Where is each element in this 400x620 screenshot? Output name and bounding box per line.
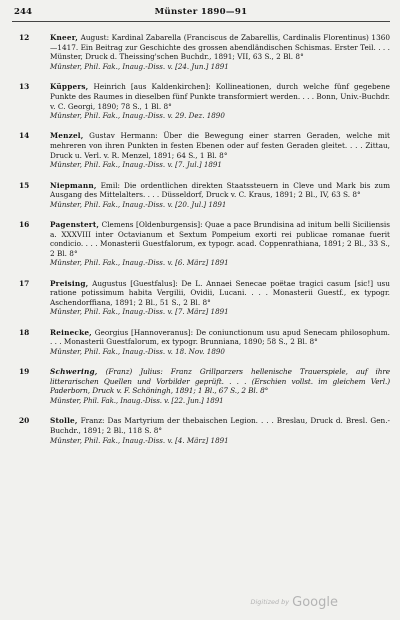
entry-body — [50, 33, 390, 71]
entry-body — [50, 279, 390, 317]
page-header — [12, 7, 390, 22]
entry-body — [50, 220, 390, 267]
entry-text: Georgius [Hannoveranus]: De coniunctionum usu apud Senecam philosophum. . . . Monasterii Guestfalorum, ex typogr. Brunniana, 1890; 58 S., 2 Bl. 8° — [50, 327, 391, 347]
entry-number: 13 — [19, 82, 30, 92]
catalog-entry — [12, 131, 390, 169]
entry-body — [50, 181, 390, 209]
entry-number: 14 — [19, 131, 30, 141]
catalog-entry — [12, 416, 390, 444]
entry-author: Pagenstert, — [50, 220, 100, 230]
entry-dissertation-note: Münster, Phil. Fak., Inaug.-Diss. v. [6. März] 1891 — [50, 258, 229, 268]
entry-author: Küppers, — [50, 82, 89, 92]
entry-body — [50, 416, 390, 444]
entry-author: Preising, — [50, 278, 89, 288]
entry-dissertation-note: Münster, Phil. Fak., Inaug.-Diss. v. 29. Dez. 1890 — [50, 111, 225, 121]
entry-author: Schwering, — [50, 367, 98, 377]
entry-dissertation-note: Münster, Phil. Fak., Inaug.-Diss. v. [7. Jul.] 1891 — [50, 160, 222, 170]
catalog-entry — [12, 328, 390, 356]
entry-body — [50, 367, 390, 405]
entry-text: August: Kardinal Zabarella (Franciscus de Zabarellis, Cardinalis Florentinus) 1360—1417. Ein Beitrag zur Geschichte des grossen abendländischen Schismas. Erster Teil. . . . Münster, Druck d. Theissing'schen Buchdr., 1891; VII, 63 S., 2 Bl. 8° — [50, 33, 390, 62]
entry-number: 16 — [19, 220, 30, 230]
entry-text: Emil: Die ordentlichen direkten Staatssteuern in Cleve und Mark bis zum Ausgang des Mittelalters. . . . Düsseldorf, Druck v. C. Kraus, 1891; 2 Bl., IV, 63 S. 8° — [50, 180, 390, 200]
entry-text: Gustav Hermann: Über die Bewegung einer starren Geraden, welche mit mehreren von ihren Punkten in festen Ebenen oder auf festen Geraden gleitet. . . . Zittau, Druck u. Verl. v. R. Menzel, 1891; 64 S., 1 Bl. 8° — [50, 131, 390, 160]
entry-author: Menzel, — [50, 131, 84, 141]
entry-author: Kneer, — [50, 33, 78, 43]
entry-dissertation-note: Münster, Phil. Fak., Inaug.-Diss. v. 18. Nov. 1890 — [50, 346, 225, 356]
entry-text: Franz: Das Martyrium der thebaischen Legion. . . . Breslau, Druck d. Bresl. Gen.-Buchdr., 1891; 2 Bl., 118 S. 8° — [50, 416, 390, 435]
entry-body — [50, 82, 390, 120]
entry-author: Niepmann, — [50, 180, 97, 190]
catalog-entry — [12, 181, 390, 209]
entry-text: Augustus [Guestfalus]: De L. Annaei Senecae poëtae tragici casum [sic!] usu ratione potissimum habita Vergilii, Ovidii, Lucani. . . . Monasterii Guestf., ex typogr. Aschendorffiana, 1891; 2 Bl., 51 S., 2 Bl. 8° — [50, 278, 390, 307]
catalog-entry — [12, 279, 390, 317]
entry-body — [50, 328, 390, 356]
entry-number: 19 — [19, 367, 30, 377]
page-number: 244 — [14, 7, 32, 17]
entry-body — [50, 131, 390, 169]
catalog-entry — [12, 33, 390, 71]
entry-dissertation-note: Münster, Phil. Fak., Inaug.-Diss. v. [7. März] 1891 — [50, 307, 229, 317]
entry-text: (Franz) Julius: Franz Grillparzers hellenische Trauerspiele, auf ihre litterarischen Quellen und Vorbilder geprüft. . . . (Erschien vollst. im gleichem Verl.) Paderborn, Druck v. F. Schöningh, 1891; 1 Bl., 67 S., 2 Bl. 8° — [50, 367, 390, 396]
entry-dissertation-note: Münster, Phil. Fak., Inaug.-Diss. v. [4. März] 1891 — [50, 435, 229, 445]
entry-number: 15 — [19, 180, 30, 190]
running-title: Münster 1890—91 — [154, 7, 248, 17]
entry-author: Reinecke, — [50, 327, 92, 337]
google-logo: Google — [292, 595, 338, 610]
catalog-entry — [12, 220, 390, 267]
entry-text: Clemens [Oldenburgensis]: Quae a pace Brundisina ad initum belli Siciliensis a. XXXVIII inter Octavianum et Sextum Pompeium exorti rei publicae romanae fuerit condicio. . . . Monasterii Guestfalorum, ex typogr. acad. Coppenrathiana, 1891; 2 Bl., 33 S., 2 Bl. 8° — [50, 220, 390, 258]
entry-number: 20 — [19, 416, 30, 426]
entry-number: 18 — [19, 327, 30, 337]
catalog-entry — [12, 82, 390, 120]
entry-dissertation-note: Münster, Phil. Fak., Inaug.-Diss. v. [20. Jul.] 1891 — [50, 199, 227, 209]
watermark-caption: Digitized by — [250, 598, 290, 606]
entry-text: Heinrich [aus Kaldenkirchen]: Kollineationen, durch welche fünf gegebene Punkte des Raumes in dieselben fünf Punkte transformiert werden. . . . Bonn, Univ.-Buchdr. v. C. Georgi, 1890; 78 S., 1 Bl. 8° — [50, 82, 390, 111]
entry-author: Stolle, — [50, 416, 78, 426]
entry-number: 17 — [19, 278, 30, 288]
digitized-watermark — [250, 591, 338, 610]
entry-dissertation-note: Münster, Phil. Fak., Inaug.-Diss. v. [24. Jun.] 1891 — [50, 62, 229, 72]
entry-number: 12 — [19, 33, 30, 43]
entry-dissertation-note: Münster, Phil. Fak., Inaug.-Diss. v. [22. Jun.] 1891 — [50, 396, 224, 406]
catalog-entry — [12, 367, 390, 405]
